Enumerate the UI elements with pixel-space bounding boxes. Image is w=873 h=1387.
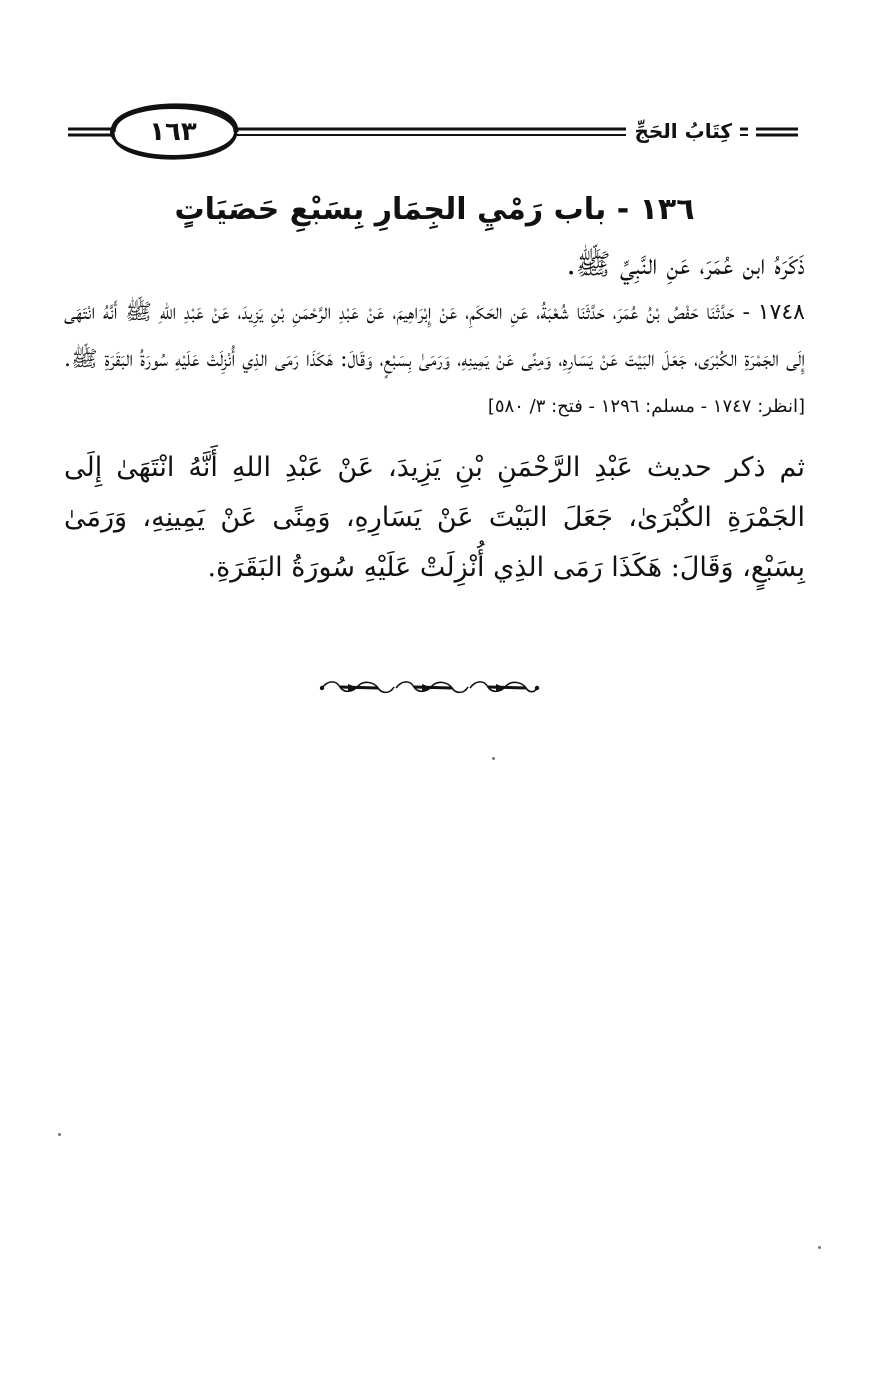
print-speck bbox=[818, 1246, 821, 1249]
cross-reference-note: ذَكَرَهُ ابن عُمَرَ، عَنِ النَّبِيِّ ﷺ. bbox=[566, 247, 805, 281]
print-speck bbox=[58, 1133, 61, 1136]
book-title: كِتَابُ الحَجِّ bbox=[626, 116, 740, 146]
page-number: ١٦٣ bbox=[149, 117, 197, 147]
hadith-text: - حَدَّثَنَا حَفْصُ بْنُ عُمَرَ، حَدَّثَنَا شُعْبَةُ، عَنِ الحَكَمِ، عَنْ إِبْرَاهِيمَ، عَنْ عَبْدِ الرَّحْمَنِ بْنِ يَزِيدَ، عَنْ عَبْدِ اللهِ ﷺ أَنَّهُ انْتَهَى إِلَى الجَمْرَةِ الكُبْرَى، جَعَلَ البَيْتَ عَنْ يَسَارِهِ، وَمِنًى عَنْ يَمِينِهِ، وَرَمَىٰ بِسَبْعٍ، وَقَالَ: هَكَذَا رَمَى الذِي أُنْزِلَتْ عَلَيْهِ سُورَةُ البَقَرَةِ ﷺ. bbox=[64, 300, 805, 372]
print-speck bbox=[492, 757, 495, 760]
chapter-title: ١٣٦ - باب رَمْيِ الجِمَارِ بِسَبْعِ حَصَيَاتٍ bbox=[174, 192, 695, 227]
section-divider-ornament bbox=[318, 675, 540, 701]
hadith-paragraph bbox=[64, 290, 805, 431]
page-content bbox=[64, 182, 805, 593]
commentary-paragraph: ثم ذكر حديث عَبْدِ الرَّحْمَنِ بْنِ يَزِيدَ، عَنْ عَبْدِ اللهِ أَنَّهُ انْتَهَىٰ إِلَى الجَمْرَةِ الكُبْرَىٰ، جَعَلَ البَيْتَ عَنْ يَسَارِهِ، وَمِنًى عَنْ يَمِينِهِ، وَرَمَىٰ بِسَبْعٍ، وَقَالَ: هَكَذَا رَمَى الذِي أُنْزِلَتْ عَلَيْهِ سُورَةُ البَقَرَةِ. bbox=[64, 451, 805, 583]
hadith-references: [انظر: ١٧٤٧ - مسلم: ١٢٩٦ - فتح: ٣/ ٥٨٠] bbox=[487, 396, 805, 417]
hadith-number: ١٧٤٨ bbox=[757, 300, 805, 325]
page-header bbox=[68, 102, 798, 162]
